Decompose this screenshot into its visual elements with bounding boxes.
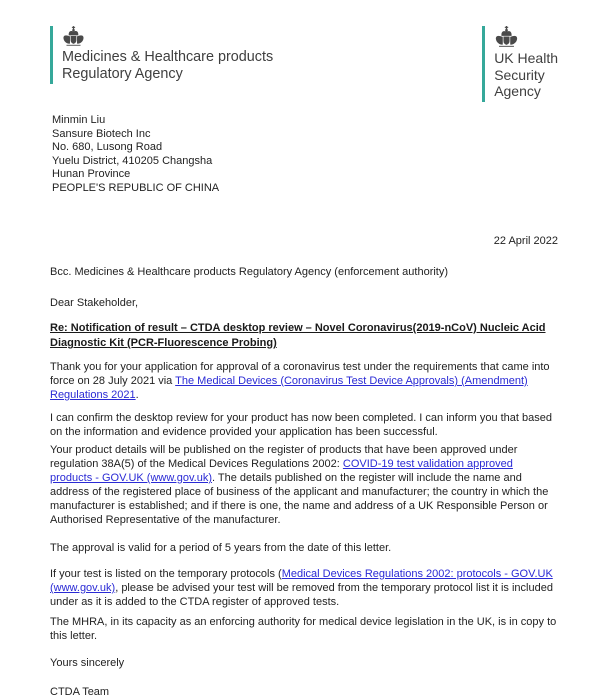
- paragraph-confirmation: I can confirm the desktop review for your product has now been completed. I can inform you that based on the information and evidence provided your application has been successful.: [50, 412, 552, 438]
- mhra-logo: [50, 26, 273, 84]
- mhra-logo-line1: Medicines & Healthcare products: [62, 49, 274, 65]
- link-ctda-amendment-regulations[interactable]: The Medical Devices (Coronavirus Test Device Approvals) (Amendment) Regulations 2021: [50, 375, 528, 401]
- signature: CTDA Team: [50, 686, 110, 698]
- address-line: Minmin Liu: [52, 114, 106, 126]
- recipient-address: [52, 114, 558, 195]
- bcc-line: Bcc. Medicines & Healthcare products Regulatory Agency (enforcement authority): [50, 266, 449, 278]
- ukhsa-brand-bar: [482, 26, 485, 102]
- paragraph-text: . The details published on the register will include the name and address of the registered place of business of the applicant and manufacturer; the country in which the manufacturer is established; and if there is one, the name and address of a UK Responsible Person or Authorised Representative of the manufacturer.: [50, 472, 549, 526]
- ukhsa-logo-line3: Agency: [494, 83, 541, 99]
- paragraph-text: Your product details will be published on the register of products that have been approved under regulation 38A(5) of the Medical Devices Regulations 2002:: [50, 444, 518, 470]
- mhra-logo-line2: Regulatory Agency: [62, 65, 183, 82]
- ukhsa-logo-line1: UK Health: [494, 50, 558, 66]
- paragraph-text: , please be advised your test will be removed from the temporary protocol list it is included under as it is added to the CTDA register of approved tests.: [50, 582, 553, 608]
- valediction: Yours sincerely: [50, 657, 125, 669]
- salutation: Dear Stakeholder,: [50, 297, 139, 309]
- paragraph-text: If your test is listed on the temporary protocols (: [50, 568, 282, 580]
- royal-crest-icon: [62, 26, 273, 46]
- address-line: No. 680, Lusong Road: [52, 141, 163, 153]
- paragraph-mhra-copy: The MHRA, in its capacity as an enforcing authority for medical device legislation in the UK, is in copy to this letter.: [50, 616, 557, 642]
- paragraph-text: .: [135, 389, 139, 401]
- letterhead: [50, 26, 558, 102]
- link-covid-test-register[interactable]: COVID-19 test validation approved products - GOV.UK (www.gov.uk): [50, 458, 513, 484]
- address-line: Hunan Province: [52, 168, 131, 180]
- address-line: Yuelu District, 410205 Changsha: [52, 154, 213, 167]
- mhra-brand-bar: [50, 26, 53, 84]
- paragraph-text: Thank you for your application for approval of a coronavirus test under the requirements that came into force on 28 July 2021 via: [50, 361, 550, 387]
- royal-crest-icon: [494, 26, 558, 47]
- paragraph-validity: The approval is valid for a period of 5 years from the date of this letter.: [50, 542, 392, 554]
- address-line: PEOPLE'S REPUBLIC OF CHINA: [52, 181, 220, 194]
- paragraph-application: [50, 360, 558, 402]
- subject-line: Re: Notification of result – CTDA desktop review – Novel Coronavirus(2019-nCoV) Nucleic Acid Diagnostic Kit (PCR-Fluorescence Probing): [50, 322, 546, 349]
- link-temporary-protocols[interactable]: Medical Devices Regulations 2002: protocols - GOV.UK (www.gov.uk): [50, 568, 553, 594]
- paragraph-register: [50, 443, 558, 527]
- ukhsa-logo: [482, 26, 558, 102]
- paragraph-temporary-protocols: [50, 567, 558, 609]
- address-line: Sansure Biotech Inc: [52, 127, 151, 140]
- ukhsa-logo-line2: Security: [494, 66, 545, 83]
- letter-date: 22 April 2022: [493, 235, 558, 247]
